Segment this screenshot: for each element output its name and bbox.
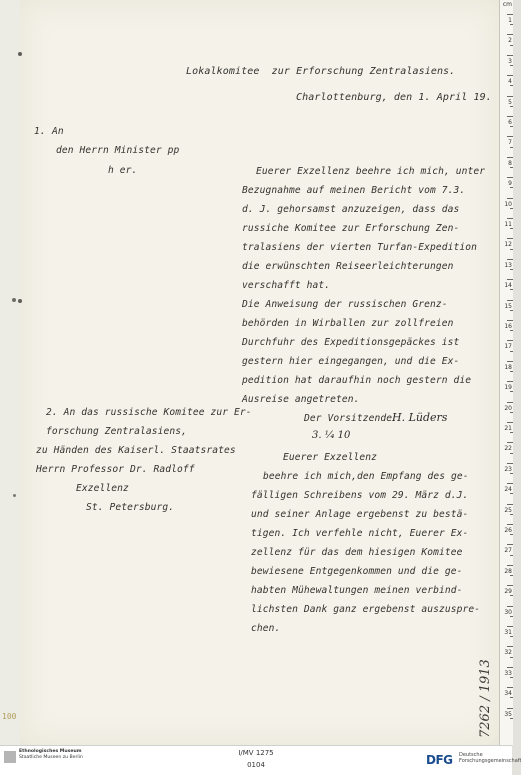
ruler-tick <box>507 136 513 137</box>
ruler-half-tick <box>510 473 513 474</box>
ruler-tick <box>507 340 513 341</box>
body-line: bewiesene Entgegenkommen und die ge- <box>251 566 463 577</box>
ruler-label: 14 <box>504 282 512 290</box>
body-line: tralasiens der vierten Turfan-Expedition <box>242 242 478 253</box>
ruler-half-tick <box>510 45 513 46</box>
ruler-label: 13 <box>504 261 512 269</box>
ruler-half-tick <box>510 351 513 352</box>
signoff: Der Vorsitzende <box>304 413 393 424</box>
ruler-tick <box>507 279 513 280</box>
recipient1-label: An <box>52 126 64 137</box>
punch-hole <box>18 52 22 56</box>
body-line: Ausreise angetreten. <box>242 394 360 405</box>
body-line: d. J. gehorsamst anzuzeigen, dass das <box>242 204 460 215</box>
archive-reference-text: 7262 / 1913 <box>478 659 493 738</box>
ruler-tick <box>507 300 513 301</box>
ruler-half-tick <box>510 330 513 331</box>
ruler-tick <box>507 14 513 15</box>
page-number: 0104 <box>247 761 265 769</box>
ruler-label: 16 <box>504 323 512 330</box>
ruler-label: 18 <box>504 363 512 371</box>
ruler-label: 20 <box>504 404 512 412</box>
previous-page-number: 100 <box>2 712 17 721</box>
salutation-2: Euerer Exzellenz <box>283 452 378 463</box>
letter-sheet <box>20 0 499 745</box>
ruler-tick <box>507 483 513 484</box>
marginal-note: 3. ¹⁄₄ 10 <box>312 430 351 441</box>
address-line: forschung Zentralasiens, <box>46 426 188 437</box>
ruler-half-tick <box>510 228 513 229</box>
ruler-tick <box>507 402 513 403</box>
body-line: zellenz für das dem hiesigen Komitee <box>251 547 463 558</box>
ruler-half-tick <box>510 534 513 535</box>
ruler-label: 7 <box>508 139 512 147</box>
body-line: fälligen Schreibens vom 29. März d.J. <box>251 490 469 501</box>
ruler-tick <box>507 198 513 199</box>
ruler-half-tick <box>510 677 513 678</box>
ruler-label: 35 <box>504 710 512 718</box>
address-line: Exzellenz <box>76 483 129 494</box>
ruler-half-tick <box>510 310 513 311</box>
ruler-label: 23 <box>504 465 512 473</box>
ruler-tick <box>507 157 513 158</box>
ruler-tick <box>507 320 513 321</box>
ruler-tick <box>507 238 513 239</box>
ruler-tick <box>507 585 513 586</box>
ruler-unit: cm <box>502 1 512 8</box>
dfg-text <box>459 752 521 764</box>
ruler-half-tick <box>510 249 513 250</box>
ruler-half-tick <box>510 697 513 698</box>
address-line: 2. An das russische Komitee zur Er- <box>46 407 252 418</box>
ruler-half-tick <box>510 493 513 494</box>
ruler-half-tick <box>510 555 513 556</box>
ruler-tick <box>507 504 513 505</box>
ruler-tick <box>507 75 513 76</box>
place-date: Charlottenburg, den 1. April 19. <box>296 92 492 103</box>
ruler-tick <box>507 442 513 443</box>
ruler-half-tick <box>510 636 513 637</box>
ruler-tick <box>507 381 513 382</box>
recipient1-place: h er. <box>108 165 138 176</box>
ruler-half-tick <box>510 371 513 372</box>
ruler-half-tick <box>510 391 513 392</box>
ruler-tick <box>507 626 513 627</box>
ruler-label: 12 <box>504 241 512 249</box>
body-line: gestern hier eingegangen, und die Ex- <box>242 356 460 367</box>
ruler-half-tick <box>510 187 513 188</box>
measurement-ruler <box>499 0 513 745</box>
ruler-half-tick <box>510 24 513 25</box>
recipient1-number: 1. <box>34 126 46 137</box>
ruler-tick <box>507 361 513 362</box>
body-line: chen. <box>251 623 281 634</box>
dfg-line-2: Forschungsgemeinschaft <box>459 758 521 765</box>
ruler-tick <box>507 606 513 607</box>
ruler-label: 25 <box>504 506 512 514</box>
punch-hole-mark <box>12 298 16 302</box>
ruler-label: 28 <box>504 567 512 575</box>
ruler-label: 22 <box>504 445 512 453</box>
ruler-half-tick <box>510 432 513 433</box>
body-line: behörden in Wirballen zur zollfreien <box>242 318 454 329</box>
body-line: russiche Komitee zur Erforschung Zen- <box>242 223 460 234</box>
ruler-half-tick <box>510 412 513 413</box>
ruler-label: 26 <box>504 527 512 534</box>
ruler-tick <box>507 687 513 688</box>
body-line: verschafft hat. <box>242 280 331 291</box>
body-line: Durchfuhr des Expeditionsgepäckes ist <box>242 337 460 348</box>
ruler-label: 29 <box>504 588 512 596</box>
ruler-half-tick <box>510 208 513 209</box>
body-line: Bezugnahme auf meinen Bericht vom 7.3. <box>242 185 466 196</box>
ruler-half-tick <box>510 85 513 86</box>
ruler-label: 30 <box>504 608 512 616</box>
address-line: Herrn Professor Dr. Radloff <box>36 464 195 475</box>
ruler-tick <box>507 34 513 35</box>
ruler-half-tick <box>510 289 513 290</box>
ruler-half-tick <box>510 575 513 576</box>
ruler-label: 3 <box>508 57 512 65</box>
ruler-label: 15 <box>504 302 512 310</box>
ruler-tick <box>507 463 513 464</box>
signature: H. Lüders <box>392 411 448 424</box>
footer-bar <box>0 745 521 775</box>
body-line: Euerer Exzellenz beehre ich mich, unter <box>256 166 486 177</box>
museum-sub: Staatliche Museen zu Berlin <box>19 755 83 760</box>
ruler-label: 2 <box>508 37 512 45</box>
ruler-label: 19 <box>504 384 512 392</box>
ruler-tick <box>507 524 513 525</box>
body-line: pedition hat daraufhin noch gestern die <box>242 375 472 386</box>
address-line: zu Händen des Kaiserl. Staatsrates <box>36 445 236 456</box>
body-line: beehre ich mich,den Empfang des ge- <box>263 471 469 482</box>
body-line: und seiner Anlage ergebenst zu bestä- <box>251 509 469 520</box>
ruler-tick <box>507 259 513 260</box>
ruler-label: 31 <box>504 629 512 636</box>
dfg-line-1: Deutsche <box>459 752 483 758</box>
ruler-tick <box>507 218 513 219</box>
ruler-half-tick <box>510 595 513 596</box>
item-id: I/MV 1275 <box>238 749 274 757</box>
body-line: die erwünschten Reiseerleichterungen <box>242 261 454 272</box>
ruler-half-tick <box>510 453 513 454</box>
ruler-label: 34 <box>504 690 512 698</box>
ruler-label: 21 <box>504 425 512 432</box>
ruler-label: 10 <box>504 200 512 208</box>
ruler-tick <box>507 708 513 709</box>
ruler-half-tick <box>510 65 513 66</box>
ruler-label: 4 <box>508 78 512 86</box>
ruler-half-tick <box>510 126 513 127</box>
ruler-half-tick <box>510 616 513 617</box>
ruler-label: 33 <box>504 669 512 677</box>
ruler-label: 32 <box>504 649 512 657</box>
ruler-label: 6 <box>508 119 512 126</box>
ruler-half-tick <box>510 718 513 719</box>
archive-reference <box>476 590 494 740</box>
ruler-half-tick <box>510 147 513 148</box>
punch-hole-mark <box>13 494 16 497</box>
body-line: tigen. Ich verfehle nicht, Euerer Ex- <box>251 528 469 539</box>
ruler-half-tick <box>510 167 513 168</box>
ruler-tick <box>507 646 513 647</box>
ruler-label: 11 <box>504 221 512 228</box>
ruler-label: 8 <box>508 159 512 167</box>
letterhead: Lokalkomitee zur Erforschung Zentralasiens. <box>186 66 456 77</box>
ruler-tick <box>507 544 513 545</box>
ruler-label: 1 <box>508 17 512 24</box>
ruler-tick <box>507 177 513 178</box>
ruler-label: 27 <box>504 547 512 555</box>
body-line: Die Anweisung der russischen Grenz- <box>242 299 448 310</box>
ruler-label: 17 <box>504 343 512 351</box>
ruler-tick <box>507 96 513 97</box>
museum-name-text: Ethnologisches Museum <box>19 749 82 754</box>
previous-page-edge <box>0 0 21 745</box>
ruler-half-tick <box>510 106 513 107</box>
ruler-tick <box>507 667 513 668</box>
ruler-label: 24 <box>504 486 512 494</box>
ruler-label: 5 <box>508 98 512 106</box>
recipient1-name: den Herrn Minister pp <box>56 145 180 156</box>
body-line: habten Mühewaltungen meinen verbind- <box>251 585 463 596</box>
address-line: St. Petersburg. <box>86 502 175 513</box>
punch-hole <box>18 299 22 303</box>
ruler-tick <box>507 565 513 566</box>
ruler-tick <box>507 116 513 117</box>
ruler-half-tick <box>510 269 513 270</box>
ruler-half-tick <box>510 514 513 515</box>
ruler-tick <box>507 55 513 56</box>
ruler-half-tick <box>510 657 513 658</box>
ruler-label: 9 <box>508 180 512 188</box>
dfg-mark: DFG <box>426 753 453 767</box>
ruler-tick <box>507 422 513 423</box>
body-line: lichsten Dank ganz ergebenst auszuspre- <box>251 604 481 615</box>
